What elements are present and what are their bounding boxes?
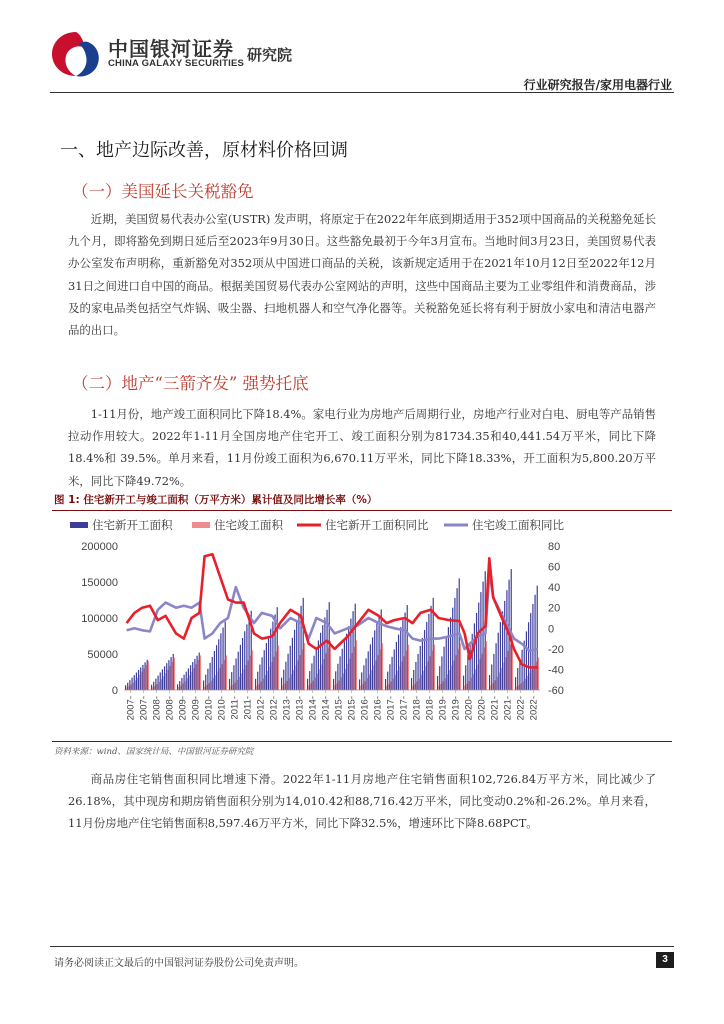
bar-new-start [309, 671, 310, 690]
bar-new-start [261, 657, 262, 690]
bar-new-start [127, 683, 128, 690]
bar-completed [382, 643, 383, 690]
bar-new-start [272, 622, 273, 690]
bar-new-start [134, 675, 135, 690]
bar-new-start [504, 601, 505, 690]
x-tick-label: 2021- [489, 696, 501, 721]
institute-label: 研究院 [247, 46, 293, 64]
bar-new-start [183, 675, 184, 690]
x-tick-label: 2011- [229, 696, 241, 720]
bar-new-start [244, 631, 245, 690]
bar-completed [304, 643, 305, 690]
legend-label-2: 住宅新开工面积同比 [325, 518, 429, 532]
bar-new-start [225, 622, 226, 690]
x-tick-label: 2017- [398, 696, 410, 721]
bar-new-start [521, 650, 522, 690]
bar-new-start [422, 638, 423, 690]
bar-new-start [500, 622, 501, 690]
paragraph-tariff: 近期，美国贸易代表办公室(USTR) 发声明，将原定于在2022年年底到期适用于352项中国商品的关税豁免延长九个月，即将豁免到期日延后至2023年9月30日。这些豁免最初于今年3月宣布。当地时间3月23日，美国贸易代表办公室发布声明称，重新豁免对352项从中国进口商品的关税，该新规定适用于在2021年10月12日至2022年12月31日之间进口自中国的商品。根据美国贸易代表办公室网站的声明，这些中国商品主要为工业零组件和消费商品，涉及的家电品类包括空气炸锅、吸尘器、扫地机器人和空气净化器等。关税豁免延长将有利于厨放小家电和清洁电器产品的出口。 [68, 212, 656, 338]
bar-new-start [166, 663, 167, 690]
bar-new-start [259, 665, 260, 690]
bar-new-start [255, 679, 256, 690]
bar-new-start [467, 655, 468, 690]
galaxy-logo-icon [48, 28, 108, 80]
bar-new-start [324, 617, 325, 690]
figure-bottom-rule [52, 741, 672, 742]
x-tick-label: 2007- [125, 696, 137, 721]
bar-new-start [474, 623, 475, 690]
bar-new-start [426, 622, 427, 690]
x-tick-label: 2019- [450, 696, 462, 721]
bar-new-start [155, 679, 156, 690]
bar-new-start [246, 624, 247, 690]
bar-new-start [480, 592, 481, 690]
x-tick-label: 2019- [437, 696, 449, 721]
bar-new-start [222, 627, 223, 690]
bar-new-start [394, 649, 395, 690]
bar-new-start [450, 617, 451, 690]
chart-legend [70, 518, 564, 532]
bar-new-start [287, 654, 288, 690]
bar-new-start [359, 679, 360, 690]
bar-new-start [240, 645, 241, 690]
bar-new-start [285, 662, 286, 690]
bar-new-start [281, 678, 282, 690]
paragraph-property: 1-11月份，地产竣工面积同比下降18.4%。家电行业为房地产后周期行业，房地产行业对白电、厨电等产品销售拉动作用较大。2022年1-11月全国房地产住宅开工、竣工面积分别为81734.35和40,441.54万平米，同比下降18.4%和 39.5%。单月来看，11月份竣工面积为6,670.11万平米，同比下降18.33%，开工面积为5,800.20万平米，同比下降49.72%。 [68, 407, 656, 488]
bar-new-start [177, 684, 178, 690]
bar-completed [226, 655, 227, 690]
bar-completed [460, 643, 461, 690]
bar-new-start [196, 656, 197, 690]
header-divider [50, 92, 674, 93]
x-tick-label: 2021- [502, 696, 514, 721]
x-tick-label: 2015- [333, 696, 345, 721]
bar-new-start [506, 590, 507, 690]
legend-swatch-1 [192, 522, 210, 528]
subsection-title-1: （一）美国延长关税豁免 [72, 182, 254, 201]
bar-completed [408, 645, 409, 690]
bar-new-start [231, 672, 232, 690]
bar-new-start [346, 634, 347, 690]
bar-new-start [268, 636, 269, 690]
bar-new-start [214, 651, 215, 690]
bar-new-start [220, 633, 221, 690]
bar-new-start [283, 670, 284, 690]
bar-new-start [190, 665, 191, 690]
page-number: 3 [656, 952, 674, 968]
housing-area-chart [52, 512, 672, 740]
bar-new-start [294, 630, 295, 690]
y-right-tick-label: -60 [548, 685, 564, 697]
bar-new-start [313, 656, 314, 690]
bar-new-start [290, 646, 291, 690]
bar-new-start [160, 672, 161, 690]
bar-new-start [266, 643, 267, 690]
bar-new-start [153, 682, 154, 690]
bar-new-start [242, 638, 243, 690]
x-tick-label: 2010- [203, 696, 215, 721]
bar-new-start [493, 654, 494, 690]
bar-new-start [441, 656, 442, 690]
figure-top-rule [52, 510, 672, 511]
bar-new-start [515, 677, 516, 690]
bar-new-start [296, 622, 297, 690]
bar-new-start [320, 633, 321, 690]
bar-new-start [398, 635, 399, 690]
bar-new-start [186, 672, 187, 690]
bar-new-start [277, 607, 278, 690]
bar-new-start [337, 664, 338, 690]
bar-new-start [257, 672, 258, 690]
bar-new-start [292, 638, 293, 690]
bar-new-start [404, 612, 405, 690]
section-title: 一、地产边际改善，原材料价格回调 [60, 140, 348, 161]
x-tick-label: 2013- [281, 696, 293, 721]
bar-new-start [368, 651, 369, 690]
bar-new-start [355, 604, 356, 690]
x-tick-label: 2015- [346, 696, 358, 721]
bar-new-start [205, 675, 206, 690]
bar-completed [538, 658, 539, 690]
x-tick-label: 2012- [268, 696, 280, 721]
bar-new-start [311, 663, 312, 690]
bar-new-start [179, 681, 180, 690]
x-tick-label: 2007- [138, 696, 150, 721]
x-tick-label: 2010- [216, 696, 228, 721]
bar-new-start [316, 648, 317, 690]
bar-new-start [194, 659, 195, 690]
bar-new-start [307, 679, 308, 690]
bar-completed [252, 650, 253, 690]
bar-new-start [400, 627, 401, 690]
bar-new-start [534, 595, 535, 690]
footer-disclaimer: 请务必阅读正文最后的中国银河证券股份公司免责声明。 [54, 958, 304, 969]
bar-new-start [329, 602, 330, 690]
legend-label-1: 住宅竣工面积 [214, 518, 283, 532]
bar-new-start [274, 614, 275, 690]
legend-label-3: 住宅竣工面积同比 [472, 518, 564, 532]
bar-new-start [517, 668, 518, 690]
bar-new-start [411, 678, 412, 690]
bar-new-start [322, 625, 323, 690]
bar-new-start [417, 654, 418, 690]
bar-new-start [188, 668, 189, 690]
bar-new-start [537, 586, 538, 690]
x-tick-label: 2016- [359, 696, 371, 721]
x-tick-label: 2022- [515, 696, 527, 721]
legend-label-0: 住宅新开工面积 [92, 518, 173, 532]
bar-new-start [199, 653, 200, 690]
bar-new-start [342, 649, 343, 690]
bar-new-start [361, 672, 362, 690]
bar-new-start [396, 642, 397, 690]
bar-new-start [207, 669, 208, 690]
bar-new-start [144, 662, 145, 690]
bar-new-start [489, 675, 490, 690]
bar-completed [278, 645, 279, 690]
bar-new-start [528, 622, 529, 690]
bar-new-start [478, 603, 479, 690]
x-tick-label: 2020- [463, 696, 475, 721]
subsection-title-2: （二）地产“三箭齐发” 强势托底 [72, 374, 309, 393]
x-tick-label: 2018- [411, 696, 423, 721]
report-category: 行业研究报告/家用电器行业 [523, 78, 672, 92]
bar-new-start [229, 679, 230, 690]
bar-new-start [140, 667, 141, 690]
bar-new-start [365, 658, 366, 690]
y-left-tick-label: 100000 [81, 613, 118, 625]
paragraph-sales: 商品房住宅销售面积同比增速下滑。2022年1-11月房地产住宅销售面积102,726.84万平方米，同比减少了26.18%，其中现房和期房销售面积分别为14,010.42和88,716.42万平米，同比变动0.2%和-26.2%。单月来看，11月份房地产住宅销售面积8,597.46万平方米，同比下降32.5%，增速环比下降8.68PCT。 [68, 772, 656, 831]
bar-new-start [363, 665, 364, 690]
brand-name-en: CHINA GALAXY SECURITIES [108, 58, 245, 69]
bar-new-start [298, 614, 299, 690]
bar-new-start [333, 679, 334, 690]
bar-new-start [168, 660, 169, 690]
bar-new-start [526, 631, 527, 690]
y-left-tick-label: 150000 [81, 577, 118, 589]
y-right-tick-label: -40 [548, 664, 564, 677]
bar-new-start [372, 637, 373, 690]
x-tick-label: 2011- [242, 696, 254, 720]
x-tick-label: 2009- [177, 696, 189, 721]
bar-new-start [162, 669, 163, 690]
bar-completed [330, 641, 331, 690]
x-tick-label: 2018- [424, 696, 436, 721]
bar-new-start [344, 641, 345, 690]
bar-new-start [391, 657, 392, 690]
bar-new-start [264, 650, 265, 690]
bar-new-start [376, 623, 377, 690]
bar-new-start [212, 657, 213, 690]
bar-new-start [532, 604, 533, 690]
bar-new-start [203, 681, 204, 690]
x-tick-label: 2014- [307, 696, 319, 721]
bar-new-start [170, 657, 171, 690]
bar-new-start [125, 685, 126, 690]
bar-new-start [218, 639, 219, 690]
legend-swatch-0 [70, 522, 88, 528]
bar-new-start [181, 678, 182, 690]
bar-new-start [233, 665, 234, 690]
bar-new-start [415, 662, 416, 690]
bar-new-start [454, 598, 455, 690]
x-tick-label: 2016- [372, 696, 384, 721]
bar-new-start [443, 647, 444, 690]
bar-new-start [463, 676, 464, 690]
bar-new-start [209, 663, 210, 690]
bar-new-start [151, 685, 152, 690]
brand-name-cn: 中国银河证券 [108, 37, 234, 61]
x-tick-label: 2013- [294, 696, 306, 721]
bar-new-start [142, 665, 143, 690]
bar-new-start [164, 666, 165, 690]
bar-new-start [173, 654, 174, 690]
bar-completed [486, 641, 487, 690]
bar-new-start [428, 614, 429, 690]
bar-new-start [238, 652, 239, 690]
x-tick-label: 2014- [320, 696, 332, 721]
bar-new-start [248, 618, 249, 690]
bar-completed [148, 661, 149, 690]
bar-new-start [465, 665, 466, 690]
bar-new-start [381, 609, 382, 690]
bar-new-start [352, 611, 353, 690]
y-right-tick-label: 60 [548, 561, 561, 574]
y-right-tick-label: 0 [548, 623, 555, 636]
y-right-tick-label: 20 [548, 602, 561, 615]
y-left-tick-label: 200000 [81, 541, 118, 553]
bar-new-start [498, 633, 499, 690]
footer-divider [50, 946, 674, 947]
bar-new-start [469, 644, 470, 690]
x-tick-label: 2008- [151, 696, 163, 721]
bar-new-start [129, 680, 130, 690]
bar-completed [356, 640, 357, 690]
x-tick-label: 2017- [385, 696, 397, 721]
y-left-tick-label: 50000 [87, 649, 118, 661]
bar-new-start [439, 666, 440, 690]
bar-completed [434, 645, 435, 690]
bar-new-start [385, 679, 386, 690]
x-tick-label: 2020- [476, 696, 488, 721]
y-right-tick-label: 80 [548, 541, 561, 553]
bar-new-start [138, 670, 139, 690]
bar-new-start [378, 616, 379, 690]
bar-new-start [157, 676, 158, 690]
bar-new-start [370, 644, 371, 690]
bar-new-start [413, 670, 414, 690]
bar-new-start [335, 671, 336, 690]
bar-new-start [136, 673, 137, 690]
figure-source: 资料来源：wind、国家统计局、中国银河证券研究院 [54, 747, 254, 757]
y-right-tick-label: 40 [548, 582, 561, 595]
bar-new-start [389, 664, 390, 690]
bar-new-start [437, 676, 438, 690]
bar-new-start [339, 656, 340, 690]
figure-title: 图 1: 住宅新开工与竣工面积（万平方米）累计值及同比增长率（%） [54, 494, 378, 506]
bar-new-start [476, 613, 477, 690]
bar-new-start [192, 662, 193, 690]
x-tick-label: 2009- [190, 696, 202, 721]
bar-new-start [147, 660, 148, 690]
x-tick-label: 2022- [528, 696, 540, 721]
bar-completed [200, 655, 201, 690]
y-right-tick-label: -20 [548, 643, 564, 656]
x-tick-label: 2012- [255, 696, 267, 721]
y-left-tick-label: 0 [111, 685, 118, 697]
bar-new-start [491, 664, 492, 690]
bar-new-start [446, 637, 447, 690]
bar-new-start [350, 619, 351, 690]
bar-completed [174, 658, 175, 690]
bar-new-start [235, 658, 236, 690]
bar-new-start [216, 645, 217, 690]
bar-new-start [430, 606, 431, 690]
bar-new-start [456, 588, 457, 690]
bar-new-start [131, 678, 132, 690]
x-tick-label: 2008- [164, 696, 176, 721]
bar-new-start [387, 672, 388, 690]
bar-new-start [420, 646, 421, 690]
bar-new-start [495, 643, 496, 690]
bar-new-start [374, 630, 375, 690]
bar-new-start [303, 598, 304, 690]
